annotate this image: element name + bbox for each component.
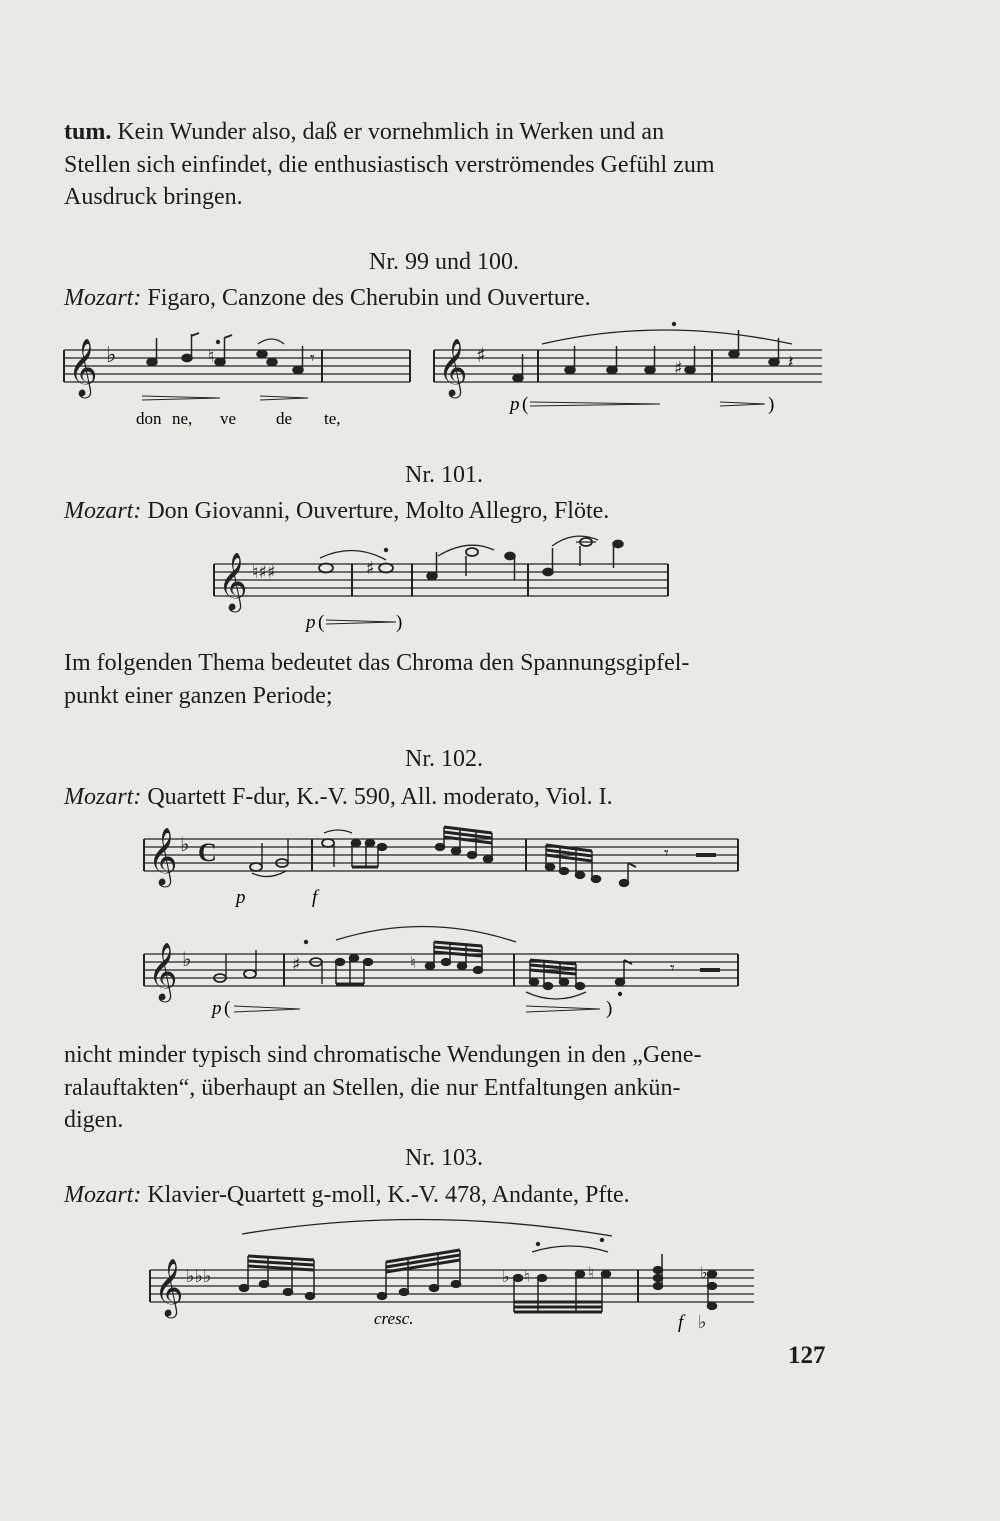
svg-text:𝄾: 𝄾 xyxy=(670,958,675,978)
intro-line-3: Ausdruck bringen. xyxy=(64,184,243,210)
intro-line-1-rest: Kein Wunder also, daß er vornehmlich in Werken und an xyxy=(111,119,665,145)
example-heading-99-100: Nr. 99 und 100. xyxy=(369,249,519,275)
staff-notation-101 xyxy=(210,528,680,638)
work-title: Klavier-Quartett g-moll, K.-V. 478, Andante, Pfte. xyxy=(147,1182,630,1208)
composer-name: Mozart: xyxy=(64,784,142,810)
svg-text:𝄾: 𝄾 xyxy=(664,843,669,863)
example-heading-101: Nr. 101. xyxy=(405,462,483,488)
svg-text:𝄞: 𝄞 xyxy=(154,1258,184,1316)
svg-text:𝄞: 𝄞 xyxy=(438,338,468,396)
chromatic-line-3: digen. xyxy=(64,1107,124,1133)
example-heading-103: Nr. 103. xyxy=(405,1145,483,1171)
intro-line-1 xyxy=(64,116,824,149)
chromatic-line-2: ralauftakten“, überhaupt an Stellen, die nur Entfaltungen ankün- xyxy=(64,1074,681,1101)
svg-text:♯: ♯ xyxy=(674,358,683,379)
svg-text:♭: ♭ xyxy=(106,343,117,368)
lyric-syllable: te, xyxy=(324,409,341,428)
svg-text:♭: ♭ xyxy=(700,1263,708,1282)
intro-lead-word: tum. xyxy=(64,119,112,145)
music-example-101 xyxy=(210,528,680,638)
music-example-102-line-1 xyxy=(140,815,750,910)
svg-text:♭: ♭ xyxy=(182,947,192,971)
dynamic-mark: ) xyxy=(768,394,775,415)
staff-notation-99 xyxy=(60,318,420,433)
dynamic-mark: ) xyxy=(396,612,403,633)
chroma-line-1: Im folgenden Thema bedeutet das Chroma den Spannungsgipfel- xyxy=(64,650,690,676)
example-heading-102: Nr. 102. xyxy=(405,746,483,772)
svg-text:𝄞: 𝄞 xyxy=(148,827,178,885)
svg-text:♮: ♮ xyxy=(410,953,416,972)
dynamic-mark: ( xyxy=(522,394,529,415)
svg-text:𝄽: 𝄽 xyxy=(788,352,794,372)
svg-text:C: C xyxy=(198,838,217,867)
svg-text:♭: ♭ xyxy=(698,1312,707,1333)
svg-text:♭: ♭ xyxy=(180,832,190,856)
example-caption-99-100 xyxy=(64,283,844,313)
svg-text:♮: ♮ xyxy=(524,1267,530,1286)
dynamic-mark: ( xyxy=(224,998,231,1019)
dynamic-mark: f xyxy=(312,887,318,908)
chromatic-line-1: nicht minder typisch sind chromatische Wendungen in den „Gene- xyxy=(64,1042,702,1068)
svg-text:𝄾: 𝄾 xyxy=(310,348,315,368)
work-title: Don Giovanni, Ouverture, Molto Allegro, Flöte. xyxy=(147,498,610,524)
svg-text:♭: ♭ xyxy=(502,1267,510,1286)
dynamic-mark: p xyxy=(212,998,222,1019)
lyric-syllable: ne, xyxy=(172,409,193,428)
lyric-syllable: don xyxy=(136,409,162,428)
chromatic-paragraph xyxy=(64,1039,824,1137)
music-example-102-line-2 xyxy=(140,920,750,1030)
chroma-paragraph xyxy=(64,647,824,712)
work-title: Quartett F-dur, K.-V. 590, All. moderato, Viol. I. xyxy=(147,784,613,810)
example-caption-103 xyxy=(64,1180,844,1210)
dynamic-mark: ( xyxy=(318,612,325,633)
example-caption-102 xyxy=(64,782,844,812)
intro-paragraph xyxy=(64,116,824,214)
composer-name: Mozart: xyxy=(64,1182,142,1208)
staff-notation-100 xyxy=(430,318,830,418)
svg-text:𝄞: 𝄞 xyxy=(68,338,98,396)
lyric-syllable: ve xyxy=(220,409,237,428)
lyric-syllable: de xyxy=(276,409,293,428)
svg-text:♯: ♯ xyxy=(292,954,301,975)
page-number: 127 xyxy=(788,1342,826,1369)
svg-text:𝄞: 𝄞 xyxy=(218,552,248,610)
staff-notation-103 xyxy=(146,1212,766,1337)
music-example-100 xyxy=(430,318,830,418)
dynamic-mark: p xyxy=(510,394,520,415)
svg-text:♭♭♭: ♭♭♭ xyxy=(186,1266,212,1287)
svg-text:♯: ♯ xyxy=(476,343,486,367)
music-example-103 xyxy=(146,1212,766,1337)
svg-text:𝄞: 𝄞 xyxy=(148,942,178,1000)
svg-text:♮: ♮ xyxy=(588,1263,594,1282)
staff-notation-102a xyxy=(140,815,750,910)
svg-text:♯: ♯ xyxy=(366,558,375,579)
dynamic-mark: p xyxy=(306,612,316,633)
example-caption-101 xyxy=(64,496,844,526)
staff-notation-102b xyxy=(140,920,750,1030)
svg-text:♮: ♮ xyxy=(208,346,215,367)
dynamic-mark: p xyxy=(236,887,246,908)
chroma-line-2: punkt einer ganzen Periode; xyxy=(64,682,333,709)
work-title: Figaro, Canzone des Cherubin und Ouverture. xyxy=(147,285,591,311)
dynamic-mark: cresc. xyxy=(374,1309,414,1328)
composer-name: Mozart: xyxy=(64,285,142,311)
music-example-99 xyxy=(60,318,420,433)
composer-name: Mozart: xyxy=(64,498,142,524)
dynamic-mark: f xyxy=(678,1312,684,1333)
dynamic-mark: ) xyxy=(606,998,613,1019)
svg-text:♮♯♯: ♮♯♯ xyxy=(252,562,276,583)
intro-line-2: Stellen sich einfindet, die enthusiastisch verströmendes Gefühl zum xyxy=(64,151,715,178)
